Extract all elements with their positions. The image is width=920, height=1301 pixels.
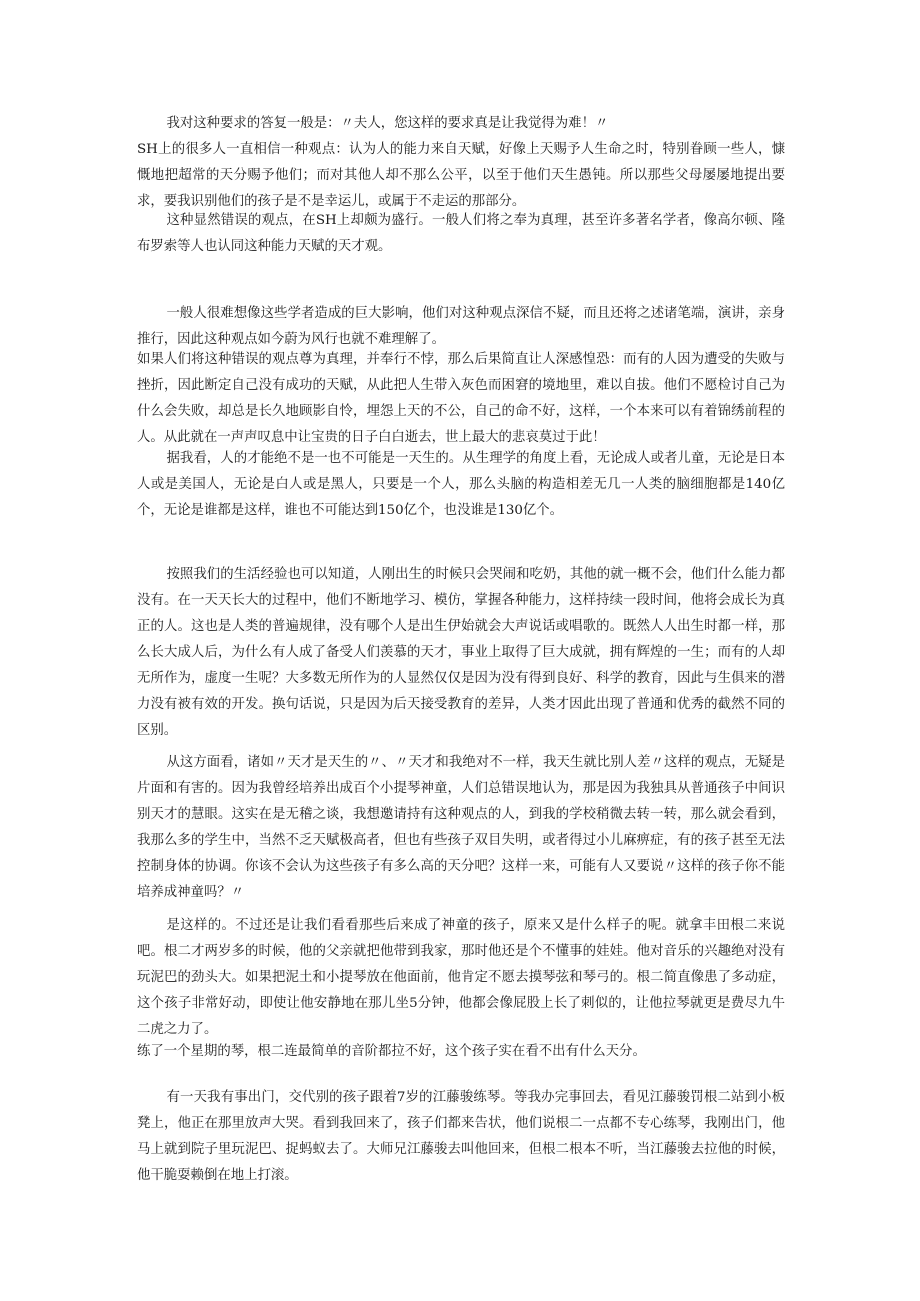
paragraph-11: 有一天我有事出门，交代别的孩子跟着7岁的江藤骏练琴。等我办完事回去，看见江藤骏罚根二站到小板凳上，他正在那里放声大哭。看到我回来了，孩子们都来告状，他们说根二一点都不专心练琴，我刚出门，他马上就到院子里玩泥巴、捉蚂蚁去了。大师兄江藤骏去叫他回来，但根二根本不听，当江藤骏去拉他的时候，他干脆耍赖倒在地上打滚。	[137, 1090, 785, 1183]
paragraph-1: 我对这种要求的答复一般是：〃夫人，您这样的要求真是让我觉得为难！〃	[166, 116, 609, 131]
paragraph-5: 如果人们将这种错误的观点尊为真理，并奉行不悖，那么后果简直让人深感惶恐：而有的人因为遭受的失败与挫折，因此断定自己没有成功的天赋，从此把人生带入灰色而困窘的境地里，难以自拔。他们不愿检讨自己为什么会失败，却总是长久地顾影自怜，埋怨上天的不公，自己的命不好，这样，一个本来可以有着锦绣前程的人。从此就在一声声叹息中让宝贵的日子白白逝去，世上最大的悲哀莫过于此！	[137, 352, 785, 445]
paragraph-8: 从这方面看，诸如〃天才是天生的〃、〃天才和我绝对不一样，我天生就比别人差〃这样的观点，无疑是片面和有害的。因为我曾经培养出成百个小提琴神童，人们总错误地认为，那是因为我独具从普通孩子中间识别天才的慧眼。这实在是无稽之谈，我想邀请持有这种观点的人，到我的学校稍微去转一转，那么就会看到，我那么多的学生中，当然不乏天赋极高者，但也有些孩子双目失明，或者得过小儿麻痹症，有的孩子甚至无法控制身体的协调。你该不会认为这些孩子有多么高的天分吧？这样一来，可能有人又要说〃这样的孩子你不能培养成神童吗？〃	[137, 755, 785, 900]
paragraph-9: 是这样的。不过还是让我们看看那些后来成了神童的孩子，原来又是什么样子的呢。就拿丰田根二来说吧。根二才两岁多的时候，他的父亲就把他带到我家，那时他还是个不懂事的娃娃。他对音乐的兴趣绝对没有玩泥巴的劲头大。如果把泥土和小提琴放在他面前，他肯定不愿去摸琴弦和琴弓的。根二简直像患了多动症，这个孩子非常好动，即使让他安静地在那儿坐5分钟，他都会像屁股上长了刺似的，让他拉琴就更是费尽九牛二虎之力了。	[137, 918, 785, 1037]
paragraph-6: 据我看，人的才能绝不是一也不可能是一天生的。从生理学的角度上看，无论成人或者儿童，无论是日本人或是美国人，无论是白人或是黑人，只要是一个人，那么头脑的构造相差无几一人类的脑细胞都是140亿个，无论是谁都是这样，谁也不可能达到150亿个，也没谁是130亿个。	[137, 451, 785, 518]
paragraph-3: 这种显然错误的观点，在SH上却颇为盛行。一般人们将之奉为真理，甚至许多著名学者，像高尔顿、隆布罗索等人也认同这种能力天赋的天才观。	[137, 213, 785, 254]
paragraph-10: 练了一个星期的琴，根二连最简单的音阶都拉不好，这个孩子实在看不出有什么天分。	[137, 1044, 646, 1059]
paragraph-7: 按照我们的生活经验也可以知道，人刚出生的时候只会哭闹和吃奶，其他的就一概不会，他们什么能力都没有。在一天天长大的过程中，他们不断地学习、模仿，掌握各种能力，这样持续一段时间，他将会成长为真正的人。这也是人类的普遍规律，没有哪个人是出生伊始就会大声说话或唱歌的。既然人人出生时都一样，那么长大成人后，为什么有人成了备受人们羡慕的天才，事业上取得了巨大成就，拥有辉煌的一生；而有的人却无所作为，虚度一生呢？大多数无所作为的人显然仅仅是因为没有得到良好、科学的教育，因此与生俱来的潜力没有被有效的开发。换句话说，只是因为后天接受教育的差异，人类才因此出现了普通和优秀的截然不同的区别。	[137, 567, 785, 738]
paragraph-4: 一般人很难想像这些学者造成的巨大影响，他们对这种观点深信不疑，而且还将之述诸笔端，演讲，亲身推行，因此这种观点如今蔚为风行也就不难理解了。	[137, 306, 785, 347]
paragraph-2: SH上的很多人一直相信一种观点：认为人的能力来自天赋，好像上天赐予人生命之时，特别眷顾一些人，慷慨地把超常的天分赐予他们；而对其他人却不那么公平，以至于他们天生愚钝。所以那些父母屡屡地提出要求，要我识别他们的孩子是不是幸运儿，或属于不走运的那部分。	[137, 142, 785, 209]
